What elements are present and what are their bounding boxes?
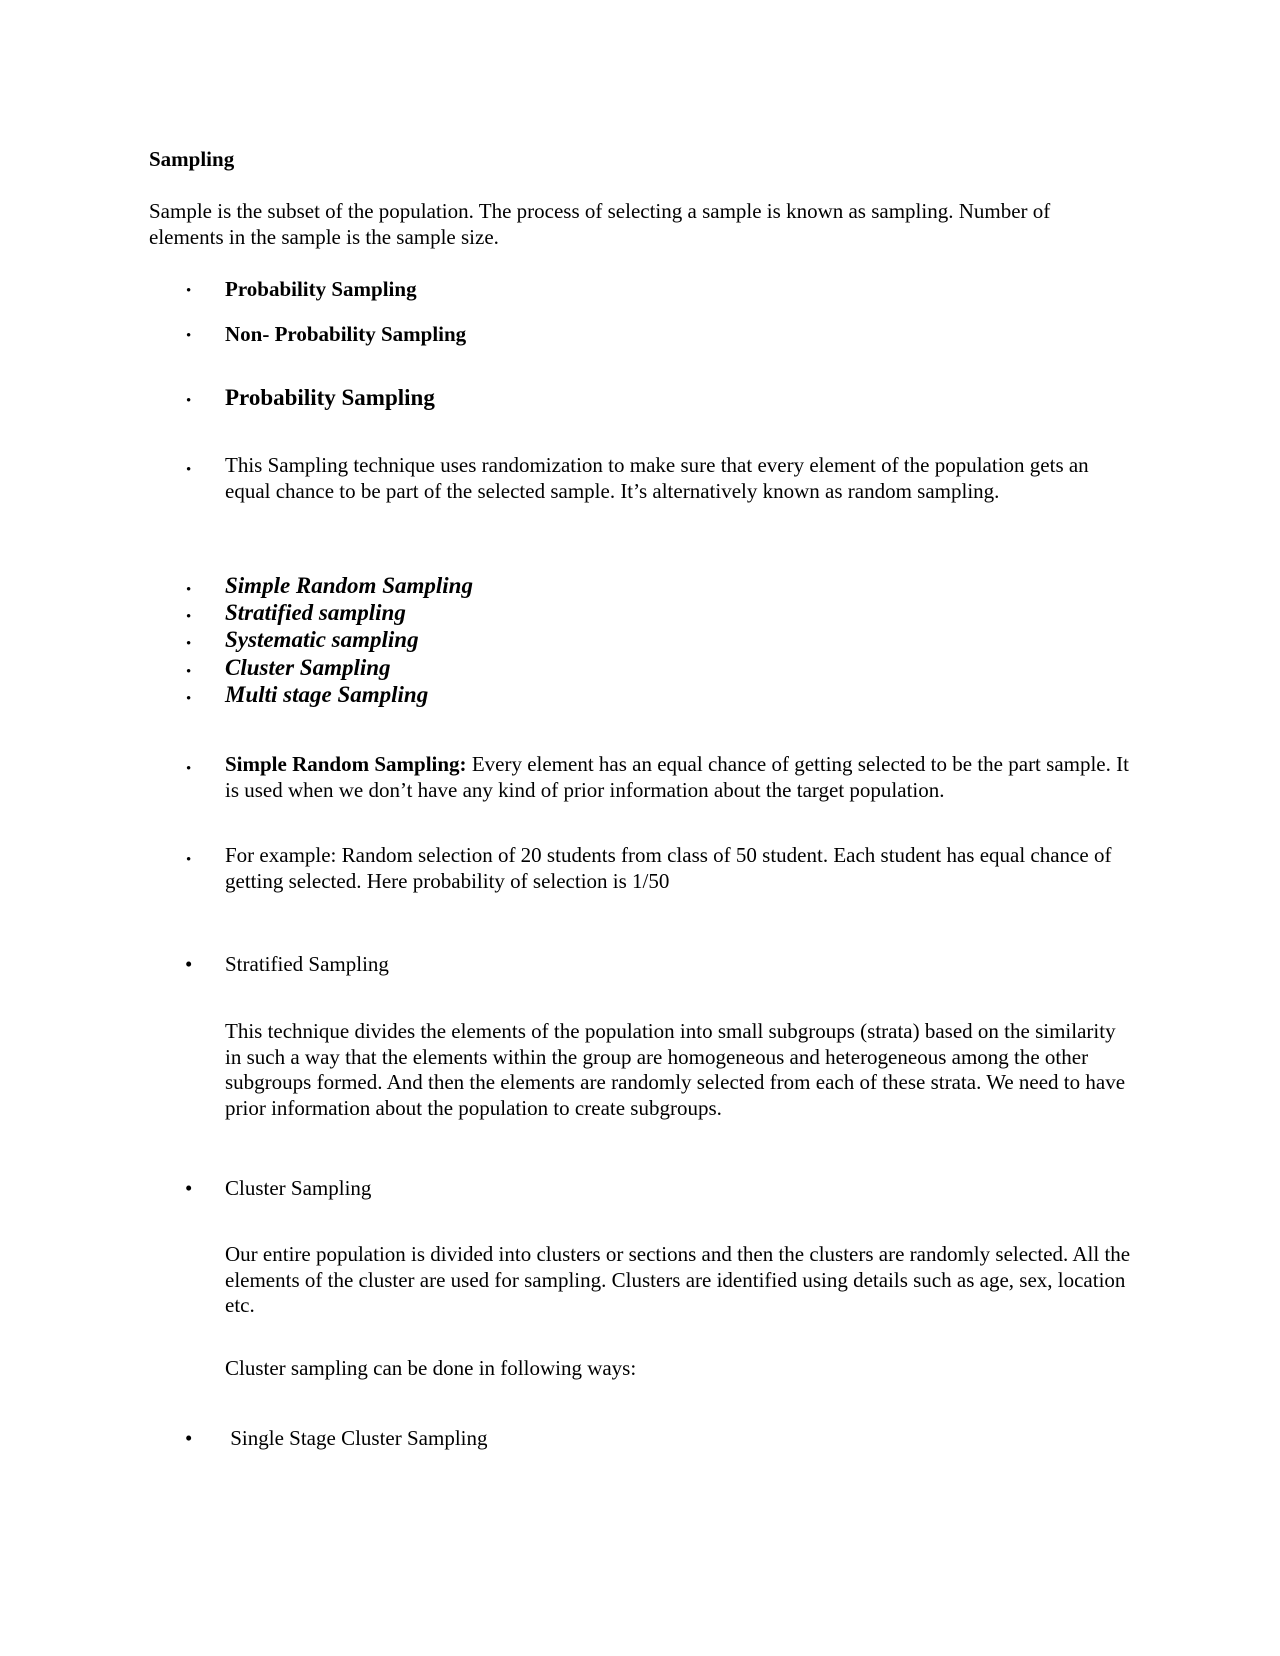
bullet: • [186,664,192,680]
srs-paragraph [225,752,1135,803]
bullet: • [186,462,192,478]
stratified-description: This technique divides the elements of the population into small subgroups (strata) based on the similarity in such a way that the elements within the group are homogeneous and heterogeneous among the other subgroups formed. And then the elements are randomly selected from each of these strata. We need to have prior information about the population to create subgroups. [225,1019,1126,1120]
bullet: • [186,328,192,344]
bullet: • [186,636,192,652]
srs-description: Every element has an equal chance of getting selected to be the part sample. It is used when we don’t have any kind of prior information about the target population. [225,752,1129,802]
single-stage-item: Single Stage Cluster Sampling [225,1426,488,1450]
bullet: • [186,609,192,625]
intro-paragraph: Sample is the subset of the population. The process of selecting a sample is known as sampling. Number of elements in the sample is the sample size. [149,199,1051,249]
page-title: Sampling [149,147,235,171]
bullet: • [186,283,192,299]
cluster-heading: Cluster Sampling [225,1176,372,1200]
bullet: • [186,761,192,777]
bullet: • [185,1176,193,1200]
bullet: • [186,691,192,707]
list-item-method: Simple Random Sampling [225,573,473,598]
probability-description: This Sampling technique uses randomization to make sure that every element of the population gets an equal chance to be part of the selected sample. It’s alternatively known as random sampling. [225,453,1089,503]
bullet: • [186,393,192,409]
example-paragraph: For example: Random selection of 20 students from class of 50 student. Each student has equal chance of getting selected. Here probability of selection is 1/50 [225,843,1112,893]
cluster-description: Our entire population is divided into clusters or sections and then the clusters are randomly selected. All the elements of the cluster are used for sampling. Clusters are identified using details such as age, sex, location etc. [225,1242,1131,1317]
bullet: • [186,852,192,868]
list-item-method: Stratified sampling [225,600,406,625]
list-item-method: Cluster Sampling [225,655,391,680]
bullet: • [185,952,193,976]
bullet: • [186,582,192,598]
cluster-ways: Cluster sampling can be done in following ways: [225,1356,637,1380]
section-heading-probability: Probability Sampling [225,385,435,410]
list-item-non-probability: Non- Probability Sampling [225,322,467,346]
stratified-heading: Stratified Sampling [225,952,389,976]
list-item-probability: Probability Sampling [225,277,417,301]
srs-label: Simple Random Sampling: [225,752,467,776]
list-item-method: Systematic sampling [225,627,419,652]
list-item-method: Multi stage Sampling [225,682,429,707]
bullet: • [185,1426,193,1450]
